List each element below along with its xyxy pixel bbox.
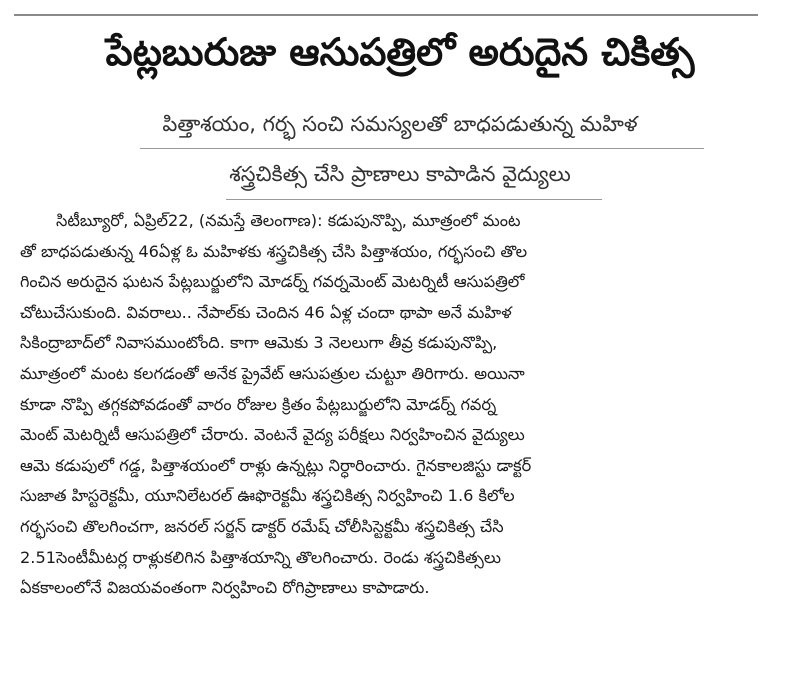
- subheadline-1-underline: [140, 148, 704, 149]
- body-line: సిటీబ్యూరో, ఏప్రిల్22, (నమస్తే తెలంగాణ): కడుపునొప్పి, మూత్రంలో మంట: [56, 211, 521, 230]
- body-line: తో బాధపడుతున్న 46ఏళ్ల ఓ మహిళకు శస్త్రచికిత్స చేసి పిత్తాశయం, గర్భసంచి తొల: [20, 241, 528, 261]
- body-line: సుజాత హిస్టరెక్టమీ, యూనిలేటరల్ ఊఫొరెక్టమీ శస్త్రచికిత్స నిర్వహించి 1.6 కిలోల: [20, 486, 515, 506]
- body-line: 2.51సెంటీమీటర్ల రాళ్లుకలిగిన పిత్తాశయాన్ని తొలగించారు. రెండు శస్త్రచికిత్సలు: [20, 547, 501, 567]
- body-line: గించిన అరుదైన ఘటన పేట్లబుర్జులోని మోడర్న్ గవర్నమెంట్ మెటర్నిటీ ఆసుపత్రిలో: [20, 272, 525, 292]
- body-line: ఏకకాలంలోనే విజయవంతంగా నిర్వహించి రోగిప్రాణాలు కాపాడారు.: [20, 578, 430, 598]
- body-line: ఆమె కడుపులో గడ్డ, పిత్తాశయంలో రాళ్లు ఉన్నట్లు నిర్ధారించారు. గైనకాలజిస్టు డాక్టర్: [20, 455, 532, 475]
- body-line: మెంట్ మెటర్నిటీ ఆసుపత్రిలో చేరారు. వెంటనే వైద్య పరీక్షలు నిర్వహించిన వైద్యులు: [20, 425, 525, 445]
- body-line: కూడా నొప్పి తగ్గకపోవడంతో వారం రోజుల క్రితం పేట్లబుర్జులోని మోడర్న్ గవర్న: [20, 394, 497, 414]
- article-body: [20, 206, 778, 604]
- top-divider: [14, 14, 758, 16]
- subheadline-2-underline: [226, 199, 602, 200]
- article-subheadline-2: శస్త్రచికిత్స చేసి ప్రాణాలు కాపాడిన వైద్యులు: [229, 162, 571, 186]
- body-line: చోటుచేసుకుంది. వివరాలు.. నేపాల్‌కు చెందిన 46 ఏళ్ల చందా థాపా అనే మహిళ: [20, 302, 512, 322]
- body-line: గర్భసంచి తొలగించగా, జనరల్ సర్జన్ డాక్టర్ రమేష్ చోలీసిస్టెక్టమీ శస్త్రచికిత్స చేసి: [20, 516, 504, 536]
- article-headline: పేట్లబురుజు ఆసుపత్రిలో అరుదైన చికిత్స: [105, 30, 695, 74]
- body-line: సికింద్రాబాద్‌లో నివాసముంటోంది. కాగా ఆమెకు 3 నెలలుగా తీవ్ర కడుపునొప్పి,: [20, 333, 498, 353]
- body-line: మూత్రంలో మంట కలగడంతో అనేక ప్రైవేట్ ఆసుపత్రుల చుట్టూ తిరిగారు. అయినా: [20, 363, 525, 383]
- article-subheadline-1: పిత్తాశయం, గర్భ సంచి సమస్యలతో బాధపడుతున్న మహిళ: [162, 112, 638, 136]
